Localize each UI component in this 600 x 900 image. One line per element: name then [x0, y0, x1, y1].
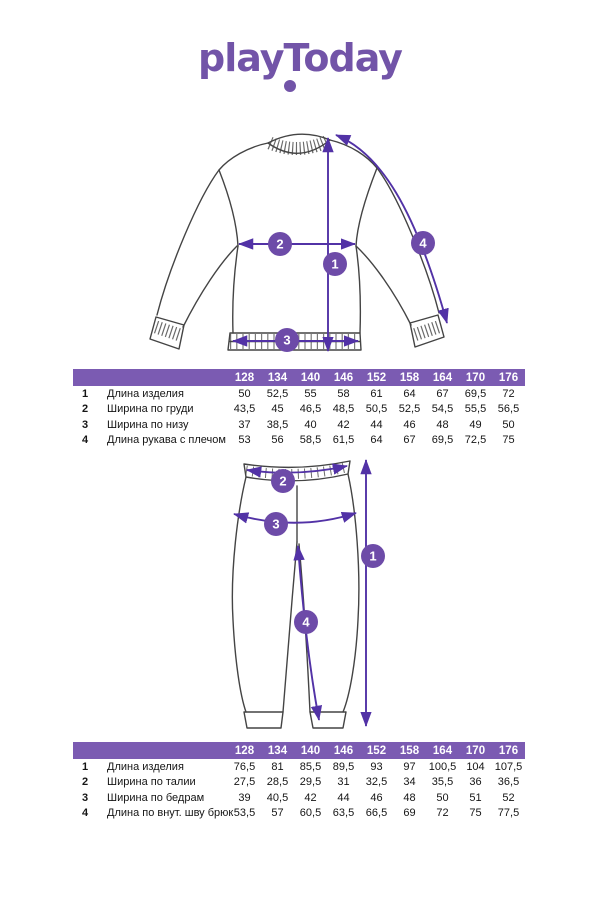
row-number: 3 [81, 791, 89, 804]
size-header-cell: 158 [393, 369, 426, 386]
value-cell: 48 [436, 418, 449, 431]
value-cell: 48 [403, 791, 416, 804]
measurement-row [73, 806, 525, 822]
left-inseam [283, 542, 297, 712]
measurement-row [73, 775, 525, 791]
value-cell: 107,5 [494, 760, 523, 773]
value-cell: 89,5 [332, 760, 355, 773]
row-label: Ширина по низу [107, 418, 189, 431]
marker-4-label: 4 [419, 235, 427, 251]
value-cell: 69 [403, 807, 416, 820]
size-header-cell: 152 [360, 369, 393, 386]
size-header-cell: 176 [492, 742, 525, 759]
marker-3 [275, 328, 299, 352]
row-number: 1 [81, 760, 89, 773]
value-cell: 50 [238, 387, 251, 400]
value-cell: 40,5 [266, 791, 289, 804]
size-header-cell: 140 [294, 369, 327, 386]
size-header-cell: 134 [261, 369, 294, 386]
size-header-cell: 170 [459, 369, 492, 386]
left-seam [219, 170, 238, 246]
value-cell: 51 [469, 791, 482, 804]
row-number: 2 [81, 776, 89, 789]
pants-size-table [73, 742, 525, 821]
value-cell: 57 [271, 807, 284, 820]
value-cell: 46 [370, 791, 383, 804]
row-number: 3 [81, 418, 89, 431]
value-cell: 35,5 [431, 776, 454, 789]
value-cell: 34 [403, 776, 416, 789]
right-body-side [356, 246, 360, 333]
value-cell: 42 [304, 791, 317, 804]
size-header-cell: 176 [492, 369, 525, 386]
value-cell: 52,5 [266, 387, 289, 400]
value-cell: 50,5 [365, 403, 388, 416]
value-cell: 64 [403, 387, 416, 400]
value-cell: 42 [337, 418, 350, 431]
size-header-row [73, 369, 525, 386]
marker-2-label: 2 [276, 236, 284, 252]
value-cell: 77,5 [497, 807, 520, 820]
size-header-cell: 164 [426, 742, 459, 759]
value-cell: 44 [370, 418, 383, 431]
value-cell: 67 [436, 387, 449, 400]
size-header-cell: 152 [360, 742, 393, 759]
value-cell: 31 [337, 776, 350, 789]
size-table [73, 742, 525, 821]
value-cell: 52,5 [398, 403, 421, 416]
size-header-cell: 128 [228, 369, 261, 386]
value-cell: 97 [403, 760, 416, 773]
value-cell: 32,5 [365, 776, 388, 789]
marker-1 [323, 252, 347, 276]
marker-2 [268, 232, 292, 256]
sweatshirt-size-table [73, 369, 525, 448]
row-label: Ширина по груди [107, 403, 194, 416]
size-header-row [73, 742, 525, 759]
size-header-cell: 158 [393, 742, 426, 759]
header-spacer [73, 369, 228, 386]
row-label: Длина по внут. шву брюк [107, 807, 234, 820]
row-number: 4 [81, 434, 89, 447]
row-number: 1 [81, 387, 89, 400]
value-cell: 27,5 [233, 776, 256, 789]
brand-logo [0, 36, 600, 80]
right-cuff-rib [414, 327, 438, 335]
marker-1-label: 1 [369, 548, 377, 564]
value-cell: 36 [469, 776, 482, 789]
row-label: Длина рукава с плечом [107, 434, 226, 447]
value-cell: 75 [469, 807, 482, 820]
size-table [73, 369, 525, 448]
value-cell: 44 [337, 791, 350, 804]
value-cell: 81 [271, 760, 284, 773]
measurement-row [73, 386, 525, 402]
right-underarm [356, 246, 411, 325]
value-cell: 56,5 [497, 403, 520, 416]
value-cell: 28,5 [266, 776, 289, 789]
left-cuff-rib [156, 327, 180, 335]
value-cell: 104 [466, 760, 485, 773]
size-header-cell: 134 [261, 742, 294, 759]
value-cell: 52 [502, 791, 515, 804]
header-spacer [73, 742, 228, 759]
value-cell: 66,5 [365, 807, 388, 820]
size-header-cell: 146 [327, 369, 360, 386]
value-cell: 69,5 [431, 434, 454, 447]
marker-2-label: 2 [279, 473, 287, 489]
sweatshirt-diagram [140, 113, 470, 363]
marker-4 [294, 610, 318, 634]
marker-4 [411, 231, 435, 255]
left-outer-leg [232, 477, 246, 712]
pants-diagram [180, 450, 430, 740]
right-seam [356, 168, 377, 246]
value-cell: 48,5 [332, 403, 355, 416]
value-cell: 37 [238, 418, 251, 431]
row-label: Длина изделия [107, 760, 184, 773]
value-cell: 75 [502, 434, 515, 447]
value-cell: 36,5 [497, 776, 520, 789]
value-cell: 67 [403, 434, 416, 447]
size-header-cell: 164 [426, 369, 459, 386]
left-underarm [183, 246, 237, 327]
value-cell: 64 [370, 434, 383, 447]
value-cell: 54,5 [431, 403, 454, 416]
value-cell: 72 [436, 807, 449, 820]
value-cell: 85,5 [299, 760, 322, 773]
value-cell: 38,5 [266, 418, 289, 431]
value-cell: 43,5 [233, 403, 256, 416]
brand-logo-text: playToday [198, 36, 402, 80]
value-cell: 63,5 [332, 807, 355, 820]
marker-4-label: 4 [302, 614, 310, 630]
size-header-cell: 170 [459, 742, 492, 759]
value-cell: 72 [502, 387, 515, 400]
value-cell: 60,5 [299, 807, 322, 820]
value-cell: 55,5 [464, 403, 487, 416]
measurement-row [73, 790, 525, 806]
value-cell: 72,5 [464, 434, 487, 447]
measurement-row [73, 417, 525, 433]
value-cell: 53 [238, 434, 251, 447]
value-cell: 50 [436, 791, 449, 804]
left-body-side [233, 246, 238, 333]
marker-1 [361, 544, 385, 568]
value-cell: 46 [403, 418, 416, 431]
value-cell: 69,5 [464, 387, 487, 400]
value-cell: 40 [304, 418, 317, 431]
value-cell: 93 [370, 760, 383, 773]
value-cell: 53,5 [233, 807, 256, 820]
value-cell: 58,5 [299, 434, 322, 447]
size-header-cell: 146 [327, 742, 360, 759]
row-label: Ширина по талии [107, 776, 196, 789]
left-cuff-outline [244, 712, 283, 728]
measurement-row [73, 759, 525, 775]
logo-dot-icon [284, 80, 296, 92]
value-cell: 29,5 [299, 776, 322, 789]
value-cell: 39 [238, 791, 251, 804]
row-number: 4 [81, 807, 89, 820]
value-cell: 45 [271, 403, 284, 416]
sleeve-arrow [336, 135, 447, 323]
marker-3-label: 3 [272, 516, 280, 532]
marker-3 [264, 512, 288, 536]
marker-2 [271, 469, 295, 493]
left-sleeve-outline [157, 143, 268, 315]
value-cell: 58 [337, 387, 350, 400]
right-outer-leg [343, 474, 359, 712]
size-header-cell: 140 [294, 742, 327, 759]
value-cell: 56 [271, 434, 284, 447]
measurement-row [73, 433, 525, 449]
size-header-cell: 128 [228, 742, 261, 759]
value-cell: 76,5 [233, 760, 256, 773]
value-cell: 50 [502, 418, 515, 431]
right-cuff-outline [310, 712, 346, 728]
measurement-row [73, 402, 525, 418]
value-cell: 61,5 [332, 434, 355, 447]
right-sleeve-outline [330, 140, 439, 313]
marker-1-label: 1 [331, 256, 339, 272]
value-cell: 49 [469, 418, 482, 431]
value-cell: 46,5 [299, 403, 322, 416]
hip-arrow [234, 513, 356, 523]
row-number: 2 [81, 403, 89, 416]
row-label: Длина изделия [107, 387, 184, 400]
value-cell: 61 [370, 387, 383, 400]
marker-3-label: 3 [283, 332, 291, 348]
value-cell: 55 [304, 387, 317, 400]
value-cell: 100,5 [428, 760, 457, 773]
row-label: Ширина по бедрам [107, 791, 205, 804]
